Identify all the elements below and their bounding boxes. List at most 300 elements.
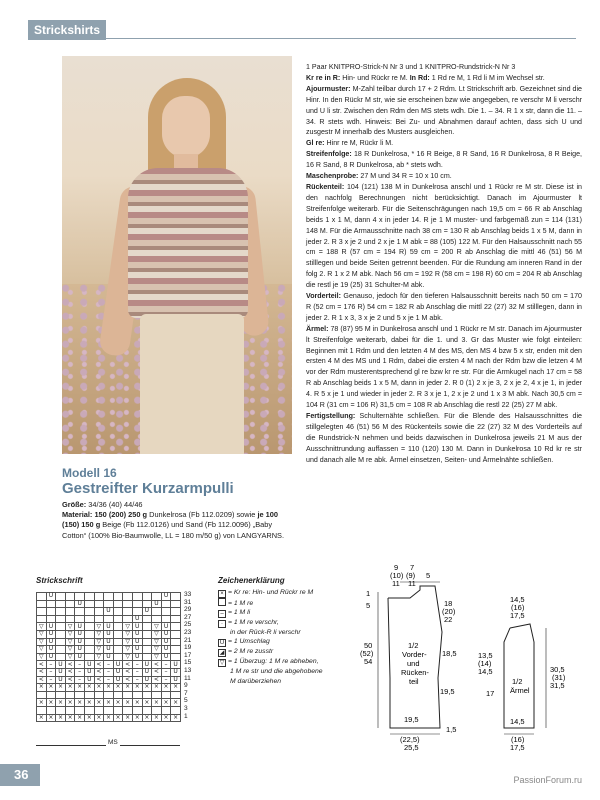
chart-cell: U — [46, 638, 56, 646]
chart-cell — [113, 615, 123, 623]
chart-cell — [113, 638, 123, 646]
sleeve-length-measure: 31,5 — [550, 681, 565, 690]
sleeve-length-measure: 30,5 — [550, 665, 565, 674]
sleeve-bottom-measure: (16) — [511, 735, 525, 744]
row-number: 5 — [184, 697, 188, 705]
chart-cell: × — [46, 699, 56, 707]
chart-cell: × — [104, 714, 114, 722]
chart-cell — [142, 593, 152, 601]
chart-cell: U — [46, 593, 56, 601]
top-measure: 7 — [410, 563, 415, 572]
legend-item — [218, 677, 378, 686]
chart-cell: U — [104, 630, 114, 638]
rd-text: 1 Rd re M, 1 Rd li M im Wechsel str. — [431, 73, 545, 82]
chart-cell: × — [152, 684, 162, 692]
chart-cell — [94, 600, 104, 608]
ms-label: MS — [108, 739, 118, 746]
chart-cell — [56, 593, 66, 601]
chart-cell: U — [142, 608, 152, 616]
chart-cell: × — [113, 684, 123, 692]
legend-item — [218, 608, 378, 618]
legend-text: = 1 M re verschr, — [228, 619, 279, 627]
chart-cell — [161, 615, 171, 623]
chart-cell: × — [37, 699, 47, 707]
chart-cell: – — [75, 676, 85, 684]
neck-measure: 1 — [366, 589, 371, 598]
chart-cell: ▽ — [37, 646, 47, 654]
chart-cell: U — [56, 668, 66, 676]
size-value: 34/36 (40) 44/46 — [88, 500, 143, 509]
sleeve-top-measure: 17,5 — [510, 611, 525, 620]
chart-cell — [56, 608, 66, 616]
sleeve-outline — [504, 624, 534, 728]
chart-cell: × — [104, 699, 114, 707]
chart-cell — [142, 706, 152, 714]
chart-cell: – — [132, 668, 142, 676]
chart-cell — [104, 706, 114, 714]
kr-line — [306, 73, 582, 84]
chart-cell: × — [84, 714, 94, 722]
aermel-para — [306, 324, 582, 411]
chart-cell — [46, 691, 56, 699]
chart-cell: × — [37, 714, 47, 722]
chart-cell — [104, 691, 114, 699]
chart-cell: × — [113, 699, 123, 707]
chart-cell — [123, 706, 133, 714]
ajour-text: M-Zahl teilbar durch 17 + 2 Rdm. Lt Strickschrift arb. Gezeichnet sind die Hinr. In den Rückr M str, wie sie erscheinen bzw wie angegeben, re verschr M li verschr und U li str. Zwischen den Rdm den MS stets wdh. Die 1. – 34. R 1 x str, dann die 11. – 34. R stets wdh. Hinweis: Bei Zu- und Abnahmen darauf achten, dass sich U und zusgestr M innerhalb des Musters ausgleichen. — [306, 84, 582, 137]
chart-cell: U — [113, 676, 123, 684]
chart-cell: U — [104, 646, 114, 654]
chart-cell: < — [37, 661, 47, 669]
chart-cell: – — [132, 661, 142, 669]
chart-cell: × — [75, 699, 85, 707]
chart-cell: ▽ — [152, 646, 162, 654]
row-number: 33 — [184, 591, 192, 598]
neck-measure: 5 — [366, 601, 371, 610]
chart-cell: < — [65, 661, 75, 669]
piece-label: 1/2 — [408, 641, 419, 650]
chart-cell — [142, 615, 152, 623]
chart-cell — [171, 653, 181, 661]
chart-cell — [152, 608, 162, 616]
chart-cell — [152, 706, 162, 714]
chart-cell — [113, 630, 123, 638]
chart-cell: U — [75, 623, 85, 631]
chart-cell: – — [161, 668, 171, 676]
chart-cell: U — [75, 638, 85, 646]
chart-cell — [152, 691, 162, 699]
chart-cell: × — [104, 684, 114, 692]
chart-cell: ▽ — [65, 638, 75, 646]
chart-cell: × — [161, 714, 171, 722]
chart-cell — [94, 615, 104, 623]
legend-text: in der Rück-R li verschr — [230, 629, 301, 637]
lower-height-measure: 19,5 — [440, 687, 455, 696]
top-measure: 9 — [394, 563, 399, 572]
chart-cell: × — [142, 684, 152, 692]
kr-text: Hin- und Rückr re M. — [342, 73, 408, 82]
mid-height-measure: 18,5 — [442, 649, 457, 658]
chart-cell — [56, 600, 66, 608]
chart-cell — [46, 600, 56, 608]
chart-cell — [123, 593, 133, 601]
chart-cell — [161, 691, 171, 699]
chart-cell — [132, 691, 142, 699]
chart-cell: – — [161, 661, 171, 669]
chart-cell — [65, 615, 75, 623]
sleeve-top-measure: (16) — [511, 603, 525, 612]
aermel-text: 78 (87) 95 M in Dunkelrosa anschl und 1 Rückr re M str. Danach im Ajourmuster lt Streifenfolge weiterarb, dabei für die 1. und 3. Gr das Muster wie folgt einteilen: Beginnen mit 1 Rdm und den letzten 4 M des MS, den MS 4 bzw 5 x str, enden mit den ersten 4 M des MS und 1 Rdm, dabei die ersten 4 M nach der Rdm bzw die letzen 4 M vor der Rdm musterentsprechend gl re bzw kr re str. Für die Armkugel nach 17 cm = 58 R ab Anschlag beids 1 x 5 M, dann in jeder 2. R 0 (1) 2 x je 3, 2 x je 2, 4 x je 1, in jeder 4. R 5 x je 1 und wieder in jeder 2. R 3 x je 1, 2 x je 2 und 1 x 3 M abk. Nach 30,5 cm = 104 R (31 cm = 106 R) 31,5 cm = 108 R ab Anschlag die restl 22 (25) 27 M abk. — [306, 324, 583, 410]
row-number: 1 — [184, 712, 188, 720]
chart-cell — [171, 646, 181, 654]
chart-cell: ▽ — [123, 653, 133, 661]
chart-cell: U — [104, 638, 114, 646]
chart-cell: U — [152, 600, 162, 608]
instructions — [306, 62, 582, 466]
chart-cell: ▽ — [65, 653, 75, 661]
chart-cell: < — [94, 668, 104, 676]
legend-symbol: ▽ — [219, 660, 225, 667]
sleeve-bottom-measure: 14,5 — [510, 717, 525, 726]
ajour-label: Ajourmuster: — [306, 84, 351, 93]
chart-cell: × — [56, 684, 66, 692]
chart-cell — [123, 615, 133, 623]
chart-cell — [46, 608, 56, 616]
chart-cell — [142, 653, 152, 661]
legend-symbol — [218, 598, 226, 606]
chart-cell: × — [171, 684, 181, 692]
rd-label: In Rd: — [409, 73, 430, 82]
sleeve-top-measure: 14,5 — [510, 595, 525, 604]
chart-cell — [94, 593, 104, 601]
row-number: 9 — [184, 682, 188, 690]
legend-item — [218, 588, 378, 598]
chart-cell: – — [132, 676, 142, 684]
chart-table — [36, 592, 181, 722]
row-number: 25 — [184, 621, 192, 629]
chart-cell: × — [94, 699, 104, 707]
section-title: Strickshirts — [28, 20, 106, 40]
chart-cell — [113, 623, 123, 631]
chart-cell: × — [75, 714, 85, 722]
chart-cell: < — [94, 676, 104, 684]
chart-cell — [84, 615, 94, 623]
row-number: 11 — [184, 674, 191, 682]
chart-cell — [84, 646, 94, 654]
chart-cell: ▽ — [37, 630, 47, 638]
chart-cell: × — [65, 699, 75, 707]
chart-row-numbers — [184, 591, 191, 720]
chart-cell — [94, 691, 104, 699]
chart-cell: U — [75, 630, 85, 638]
legend-title: Zeichenerklärung — [218, 576, 285, 585]
piece-label: und — [407, 659, 420, 668]
chart-cell: ▽ — [94, 646, 104, 654]
size-label: Größe: — [62, 500, 87, 509]
legend-text: M darüberziehen — [230, 677, 282, 685]
chart-cell: < — [123, 668, 133, 676]
chart-cell — [132, 600, 142, 608]
armhole-measure: 18 — [444, 599, 453, 608]
legend-text: 1 M re str und die abgehobene — [230, 668, 323, 676]
maschen-text: 27 M und 34 R = 10 x 10 cm. — [360, 172, 452, 181]
chart-cell: < — [152, 661, 162, 669]
chart-cell: U — [161, 646, 171, 654]
chart-cell — [37, 608, 47, 616]
vorder-para — [306, 291, 582, 324]
chart-cell — [37, 706, 47, 714]
chart-cell: ▽ — [123, 638, 133, 646]
chart-cell: U — [75, 646, 85, 654]
chart-cell — [75, 691, 85, 699]
armhole-measure: 22 — [444, 615, 453, 624]
chart-cell: × — [113, 714, 123, 722]
chart-cell: ▽ — [94, 638, 104, 646]
chart-cell: U — [46, 646, 56, 654]
row-number: 13 — [184, 666, 192, 674]
chart-cell — [132, 593, 142, 601]
chart-cell: U — [142, 661, 152, 669]
chart-cell: U — [84, 676, 94, 684]
chart-cell: U — [171, 661, 181, 669]
armhole-measure: (20) — [442, 607, 456, 616]
row-number: 23 — [184, 628, 192, 636]
chart-cell — [75, 615, 85, 623]
row-number: 29 — [184, 606, 192, 614]
chart-cell: – — [161, 676, 171, 684]
rueck-para — [306, 182, 582, 291]
bottom-measure: 25,5 — [404, 743, 419, 752]
chart-cell — [104, 593, 114, 601]
chart-cell: × — [123, 684, 133, 692]
chart-cell: ▽ — [123, 646, 133, 654]
model-info — [62, 500, 294, 541]
chart-cell — [65, 691, 75, 699]
bottom-measure: (22,5) — [400, 735, 420, 744]
chart-cell: × — [84, 699, 94, 707]
legend-item — [218, 647, 378, 657]
row-number: 27 — [184, 613, 192, 621]
header-rule — [106, 38, 576, 39]
chart-cell — [84, 608, 94, 616]
chart-cell — [56, 630, 66, 638]
chart-cell — [132, 706, 142, 714]
chart-cell — [65, 608, 75, 616]
chart-cell — [46, 615, 56, 623]
sleeve-low-measure: 17 — [486, 689, 495, 698]
chart-cell — [113, 646, 123, 654]
legend-text: = 1 Umschlag — [228, 638, 270, 646]
row-number: 19 — [184, 644, 192, 652]
chart-cell: U — [113, 668, 123, 676]
streifen-label: Streifenfolge: — [306, 150, 352, 159]
streifen-text: 18 R Dunkelrosa, * 16 R Beige, 8 R Sand, 16 R Dunkelrosa, 8 R Beige, 16 R Sand, 8 R Dunkelrosa, ab * stets wdh. — [306, 150, 582, 170]
top-measure: 5 — [426, 571, 431, 580]
chart-cell: × — [56, 714, 66, 722]
chart-cell: ▽ — [65, 630, 75, 638]
legend-text: = 1 Überzug: 1 M re abheben, — [228, 658, 319, 666]
chart-cell: – — [104, 661, 114, 669]
chart-cell — [161, 706, 171, 714]
model-photo — [62, 56, 292, 454]
gl-label: Gl re: — [306, 139, 325, 148]
chart-cell — [113, 691, 123, 699]
chart-cell — [113, 608, 123, 616]
photo-pants — [140, 314, 244, 454]
chart-cell — [142, 623, 152, 631]
chart-cell — [161, 600, 171, 608]
chart-cell — [113, 600, 123, 608]
page-number: 36 — [0, 764, 40, 786]
maschen-para — [306, 171, 582, 182]
chart-cell: ▽ — [65, 623, 75, 631]
material-bold: je 100 (150) 150 g — [62, 510, 278, 530]
chart-cell: U — [161, 653, 171, 661]
chart-cell: U — [46, 653, 56, 661]
chart-cell: ▽ — [152, 630, 162, 638]
chart-cell: U — [142, 668, 152, 676]
chart-cell — [37, 691, 47, 699]
chart-cell: × — [132, 714, 142, 722]
chart-cell — [65, 706, 75, 714]
material-text: Dunkelrosa (Fb 112.0209) sowie — [149, 510, 256, 520]
chart-cell — [171, 638, 181, 646]
material-label: Material: 150 (200) 250 g — [62, 510, 148, 520]
bottom-measure: 19,5 — [404, 715, 419, 724]
chart-cell: – — [75, 661, 85, 669]
chart-cell — [94, 706, 104, 714]
chart-cell: × — [84, 684, 94, 692]
chart-cell: ▽ — [65, 646, 75, 654]
chart-cell: < — [37, 676, 47, 684]
model-title: Gestreifter Kurzarmpulli — [62, 480, 234, 497]
gl-para — [306, 138, 582, 149]
chart-cell: U — [171, 676, 181, 684]
sleeve-label: 1/2 — [512, 677, 523, 686]
chart-cell — [84, 691, 94, 699]
chart-cell: × — [161, 699, 171, 707]
chart-cell: – — [104, 668, 114, 676]
chart-cell — [161, 608, 171, 616]
chart-cell: U — [142, 676, 152, 684]
chart-cell — [84, 706, 94, 714]
chart-cell: ▽ — [37, 638, 47, 646]
chart-cell: – — [46, 676, 56, 684]
chart-cell: × — [56, 699, 66, 707]
chart-cell: × — [37, 684, 47, 692]
chart-cell — [123, 600, 133, 608]
top-measure: (9) — [406, 571, 416, 580]
chart-cell: U — [171, 668, 181, 676]
chart-cell — [142, 630, 152, 638]
sleeve-cap-measure: 13,5 — [478, 651, 493, 660]
chart-cell: × — [65, 714, 75, 722]
chart-cell: U — [132, 646, 142, 654]
chart-cell: U — [132, 638, 142, 646]
chart-cell — [56, 646, 66, 654]
chart-cell — [56, 691, 66, 699]
chart-cell: < — [152, 676, 162, 684]
piece-label: teil — [409, 677, 419, 686]
chart-cell — [113, 593, 123, 601]
chart-cell — [171, 630, 181, 638]
chart-cell: × — [132, 684, 142, 692]
chart-cell: – — [104, 676, 114, 684]
fertig-para — [306, 411, 582, 466]
chart-cell: × — [123, 699, 133, 707]
chart-cell: < — [65, 668, 75, 676]
chart-cell: ▽ — [152, 653, 162, 661]
chart-cell: × — [46, 684, 56, 692]
chart-cell: × — [65, 684, 75, 692]
chart-cell — [113, 706, 123, 714]
chart-cell — [75, 706, 85, 714]
chart-cell: U — [75, 653, 85, 661]
chart-cell: U — [75, 600, 85, 608]
chart-cell: U — [104, 608, 114, 616]
legend-text: = 2 M re zusstr — [228, 648, 274, 656]
chart-cell: × — [123, 714, 133, 722]
chart-cell: × — [142, 699, 152, 707]
kr-label: Kr re in R: — [306, 73, 341, 82]
legend-item — [218, 657, 378, 667]
chart-cell: ▽ — [123, 623, 133, 631]
chart-cell — [56, 638, 66, 646]
garment-schematic — [360, 562, 600, 762]
chart-cell: – — [46, 668, 56, 676]
photo-face — [162, 96, 210, 158]
chart-cell — [142, 691, 152, 699]
chart-cell — [65, 600, 75, 608]
sleeve-bottom-measure: 17,5 — [510, 743, 525, 752]
knitting-chart — [36, 592, 181, 722]
row-number: 7 — [184, 689, 188, 697]
chart-cell: U — [56, 661, 66, 669]
row-number: 15 — [184, 659, 192, 667]
chart-cell — [84, 630, 94, 638]
material-text-2: Beige (Fb 112.0126) und Sand (Fb 112.0096) „Baby Cotton“ (100% Bio-Baumwolle, LL = 180 m/50 g) von LANGYARNS. — [62, 520, 285, 540]
sleeve-length-measure: (31) — [552, 673, 566, 682]
legend-item — [218, 628, 378, 637]
chart-cell: × — [75, 684, 85, 692]
watermark: PassionForum.ru — [513, 775, 582, 785]
chart-cell — [142, 646, 152, 654]
piece-label: Vorder- — [402, 650, 427, 659]
chart-cell — [37, 593, 47, 601]
chart-cell — [171, 623, 181, 631]
height-measure: 50 — [364, 641, 373, 650]
row-number: 21 — [184, 636, 192, 644]
chart-cell: × — [152, 714, 162, 722]
chart-cell: < — [65, 676, 75, 684]
chart-cell — [171, 593, 181, 601]
row-number: 3 — [184, 704, 188, 712]
chart-cell — [37, 615, 47, 623]
chart-cell — [56, 706, 66, 714]
chart-cell: U — [132, 630, 142, 638]
row-number: 17 — [184, 651, 192, 659]
needles-line: 1 Paar KNITPRO-Strick-N Nr 3 und 1 KNITPRO-Rundstrick-N Nr 3 — [306, 63, 516, 71]
chart-cell: < — [152, 668, 162, 676]
chart-cell: U — [161, 630, 171, 638]
chart-cell: < — [123, 661, 133, 669]
chart-cell — [171, 691, 181, 699]
chart-cell: < — [37, 668, 47, 676]
chart-cell — [171, 600, 181, 608]
chart-title: Strickschrift — [36, 576, 83, 585]
legend-item — [218, 667, 378, 676]
chart-cell — [65, 593, 75, 601]
